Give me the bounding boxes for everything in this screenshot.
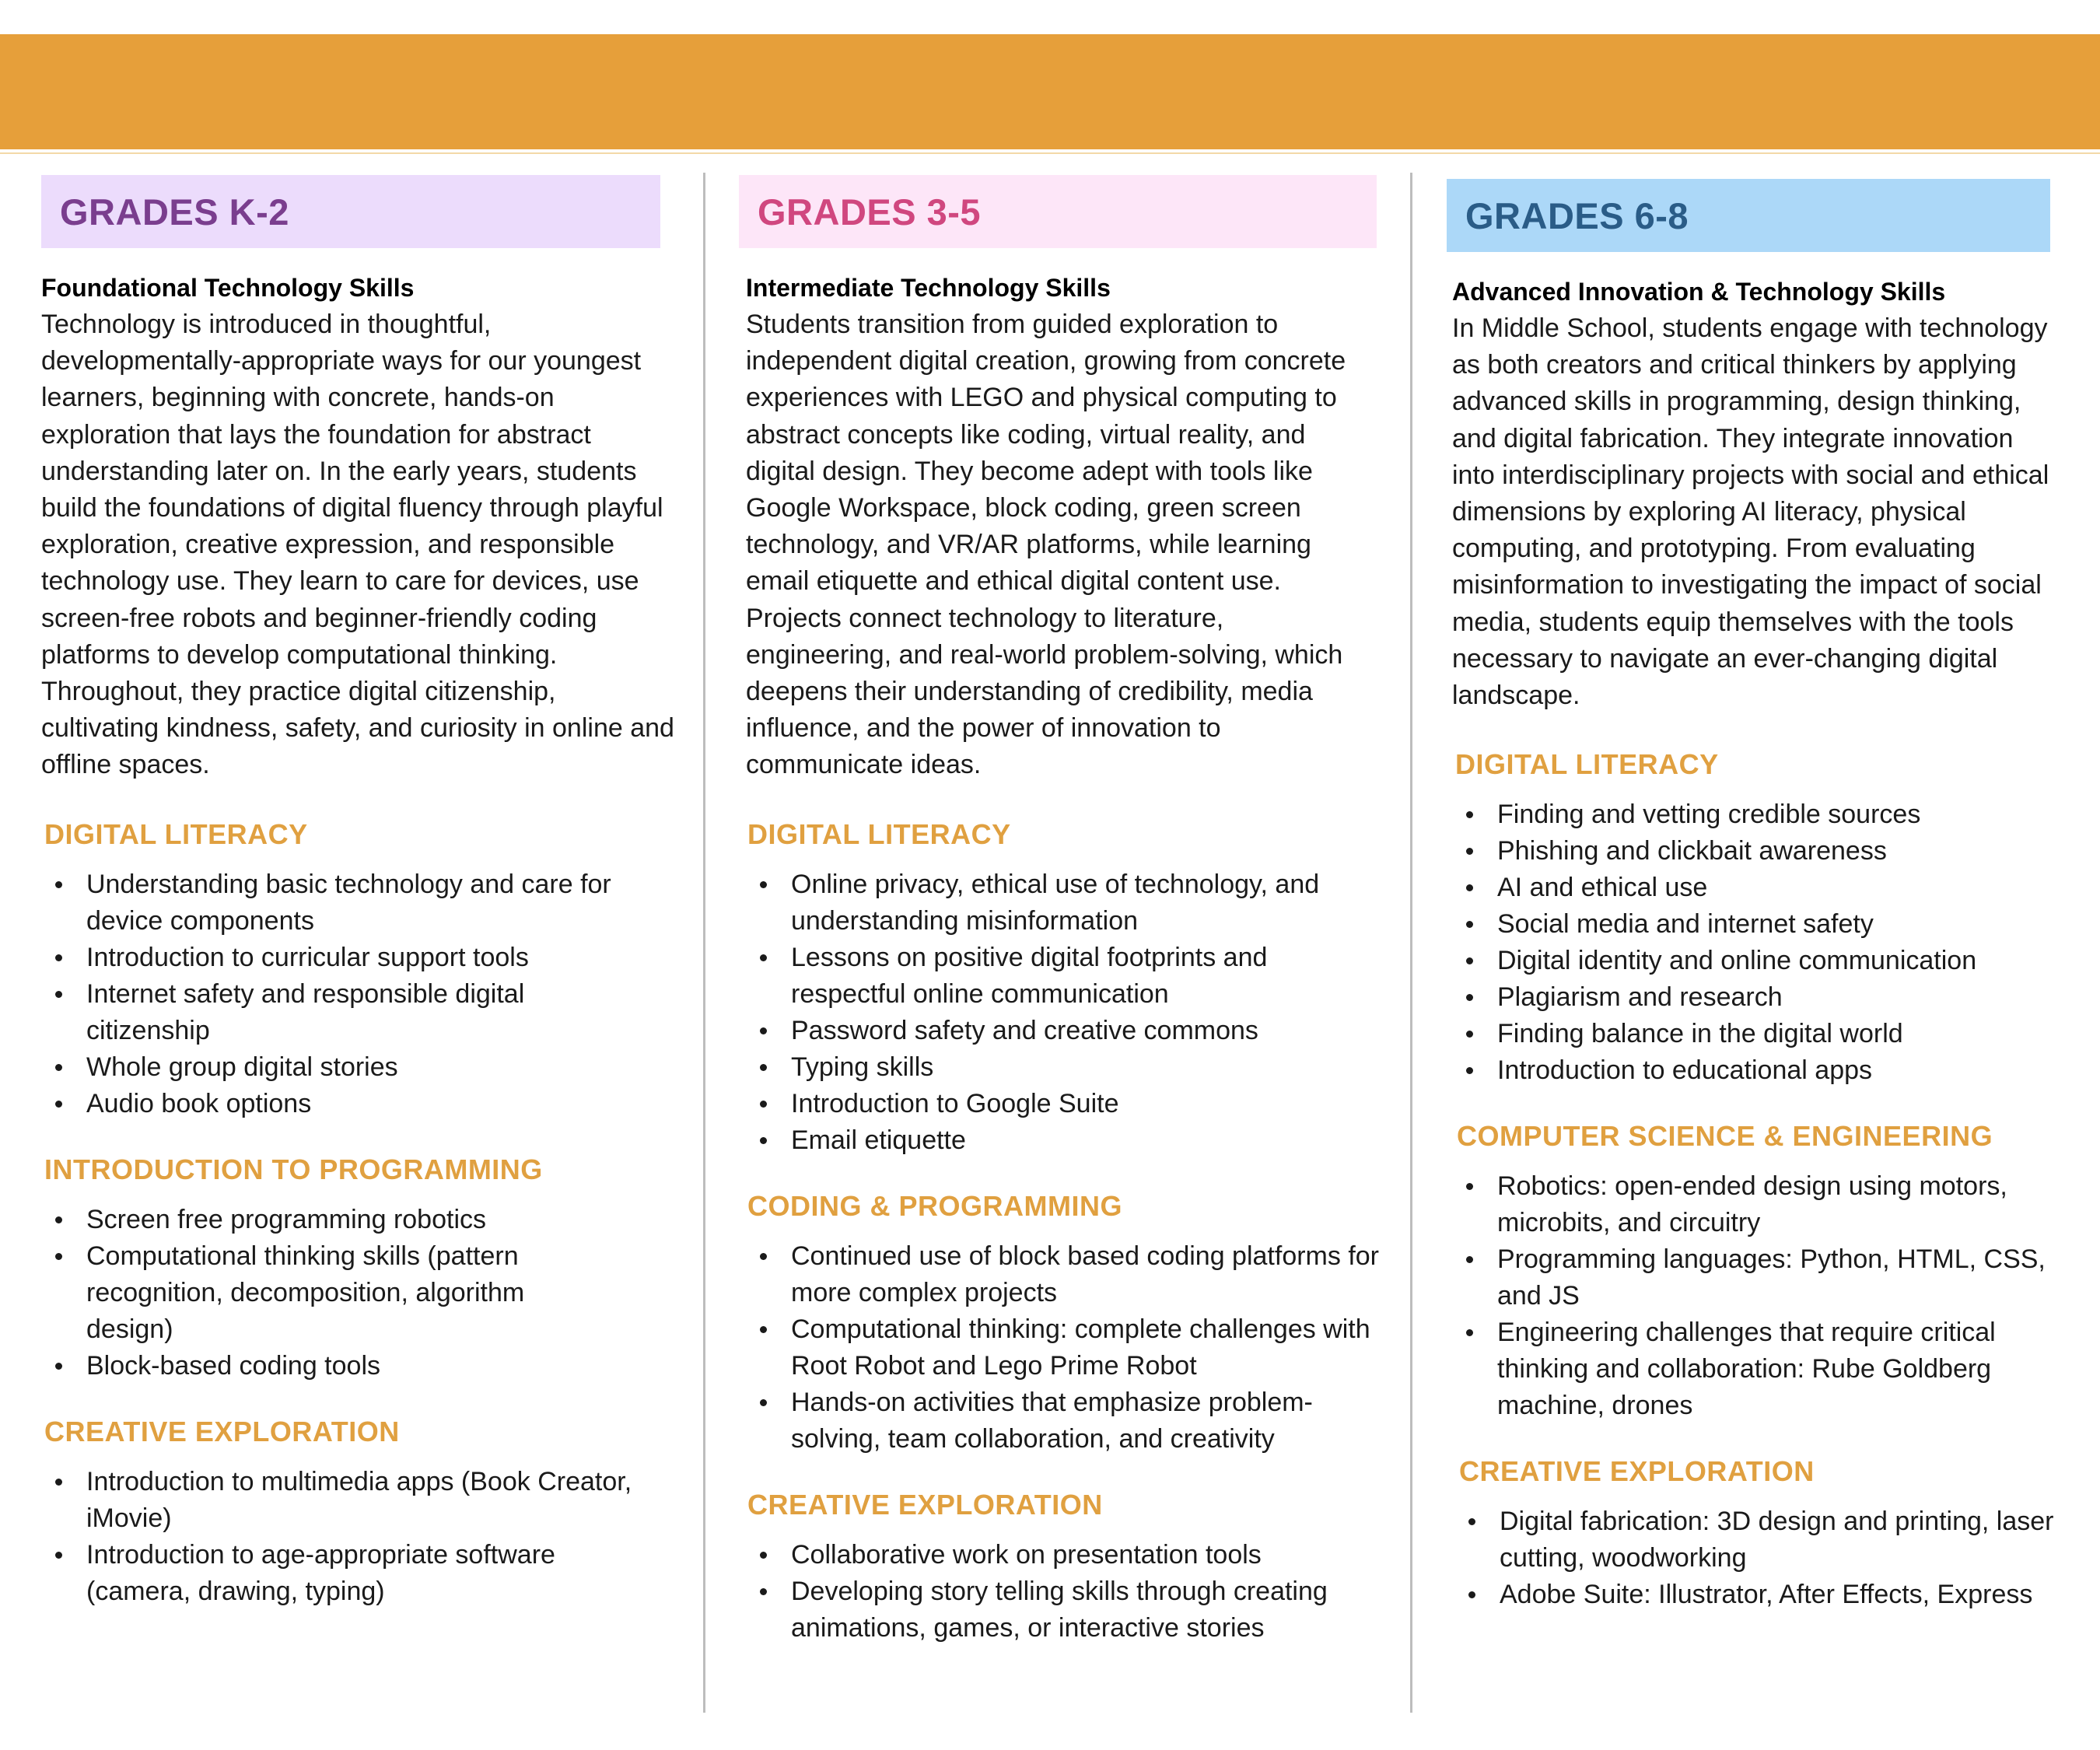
bullet-list [739, 1537, 1337, 1647]
column-intro: Students transition from guided exploration to independent digital creation, growing from concrete experiences with LEGO and physical computing to abstract concepts like coding, virtual reality, and digital design. They become adept with tools like Google Workspace, block coding, green screen technology, and VR/AR platforms, while learning email etiquette and ethical digital content use. Projects connect technology to literature, engineering, and real-world problem-solving, which deepens their understanding of credibility, media influence, and the power of innovation to communicate ideas. [746, 310, 1346, 780]
bullet-list [739, 866, 1337, 1159]
bullet-dot [760, 1101, 767, 1108]
list-item-text: Social media and internet safety [1497, 909, 1874, 940]
list-item-text: Programming languages: Python, HTML, CSS, and JS [1497, 1244, 2046, 1311]
bullet-dot [55, 1216, 62, 1223]
list-item-text: Email etiquette [791, 1125, 966, 1155]
bullet-dot [1466, 921, 1473, 928]
bullet-dot [55, 1479, 62, 1486]
list-item [41, 866, 632, 940]
list-item-text: AI and ethical use [1497, 873, 1708, 903]
section-heading-creative-exploration: CREATIVE EXPLORATION [1459, 1455, 1815, 1488]
list-item-text: Robotics: open-ended design using motors, microbits, and circuitry [1497, 1171, 2007, 1238]
list-item-text: Digital fabrication: 3D design and printing, laser cutting, woodworking [1500, 1507, 2054, 1573]
list-item [1452, 1241, 2067, 1314]
section-heading-digital-literacy: DIGITAL LITERACY [44, 817, 308, 850]
bullet-list [1447, 796, 2082, 1089]
list-item-text: Understanding basic technology and care for device components [86, 869, 611, 936]
list-item-text: Engineering challenges that require critical thinking and collaboration: Rube Goldberg machine, drones [1497, 1318, 1996, 1421]
bullet-dot [1466, 811, 1473, 818]
list-item [1452, 1168, 2067, 1241]
bullet-dot [760, 1064, 767, 1071]
list-item [1452, 979, 2082, 1016]
list-item-text: Internet safety and responsible digital citizenship [86, 978, 525, 1045]
bullet-list [41, 1464, 632, 1610]
grade-title: GRADES 3-5 [758, 191, 982, 233]
list-item [41, 1202, 609, 1238]
grade-header [1447, 179, 2050, 252]
list-item [746, 1384, 1380, 1458]
list-item [746, 1573, 1337, 1647]
bullet-list [739, 1238, 1380, 1458]
list-item-text: Introduction to multimedia apps (Book Creator, iMovie) [86, 1466, 632, 1533]
list-item-text: Audio book options [86, 1088, 312, 1118]
bullet-dot [55, 1101, 62, 1108]
list-item-text: Phishing and clickbait awareness [1497, 836, 1887, 866]
list-item [1452, 1016, 2082, 1052]
section-heading-creative-exploration: CREATIVE EXPLORATION [44, 1415, 400, 1447]
section-heading-introduction-to-programming: INTRODUCTION TO PROGRAMMING [44, 1153, 543, 1185]
list-item-text: Introduction to age-appropriate software (camera, drawing, typing) [86, 1539, 555, 1606]
list-item [1452, 870, 2082, 906]
grade-header [41, 175, 660, 248]
list-item [746, 1013, 1337, 1049]
list-item-text: Introduction to curricular support tools [86, 942, 529, 972]
column-grades-6-8 [1447, 179, 2069, 1613]
bullet-dot [1468, 1518, 1475, 1525]
bullet-dot [1466, 957, 1473, 964]
list-item [41, 1049, 632, 1086]
list-item [746, 1086, 1337, 1122]
section-heading-creative-exploration: CREATIVE EXPLORATION [747, 1488, 1103, 1521]
list-item-text: Introduction to Google Suite [791, 1088, 1119, 1118]
bullet-dot [55, 1552, 62, 1559]
column-divider-right [1410, 173, 1412, 1713]
bullet-dot [760, 1399, 767, 1406]
column-grades-3-5 [739, 175, 1380, 1647]
bullet-dot [1466, 1183, 1473, 1190]
column-subtitle: Intermediate Technology Skills [746, 274, 1111, 302]
grade-title: GRADES K-2 [60, 191, 289, 233]
bullet-dot [55, 1064, 62, 1071]
list-item [746, 866, 1337, 940]
column-subtitle: Foundational Technology Skills [41, 274, 415, 302]
list-item [41, 1238, 609, 1348]
list-item-text: Finding and vetting credible sources [1497, 800, 1921, 830]
bullet-dot [1466, 1031, 1473, 1038]
list-item [746, 940, 1337, 1013]
list-item-text: Hands-on activities that emphasize problem-solving, team collaboration, and creativity [791, 1387, 1313, 1454]
bullet-dot [55, 991, 62, 998]
list-item-text: Lessons on positive digital footprints and respectful online communication [791, 942, 1268, 1009]
bullet-dot [1466, 1256, 1473, 1263]
list-item-text: Adobe Suite: Illustrator, After Effects, Express [1500, 1580, 2033, 1610]
list-item [1452, 1052, 2082, 1089]
bullet-dot [760, 1588, 767, 1595]
list-item-text: Screen free programming robotics [86, 1204, 487, 1234]
bullet-dot [55, 1253, 62, 1260]
list-item [1452, 906, 2082, 943]
bullet-list [1447, 1503, 2084, 1613]
bullet-dot [1466, 848, 1473, 855]
list-item [41, 1537, 632, 1610]
list-item [746, 1238, 1380, 1311]
list-item-text: Introduction to educational apps [1497, 1055, 1873, 1086]
section-heading-digital-literacy: DIGITAL LITERACY [1455, 748, 1719, 781]
list-item [1452, 1314, 2067, 1424]
list-item [41, 1086, 632, 1122]
bullet-dot [760, 954, 767, 961]
bullet-dot [760, 1137, 767, 1144]
list-item-text: Password safety and creative commons [791, 1015, 1258, 1045]
bullet-dot [760, 1253, 767, 1260]
section-heading-digital-literacy: DIGITAL LITERACY [747, 817, 1011, 850]
list-item [746, 1537, 1337, 1573]
grade-title: GRADES 6-8 [1465, 194, 1689, 236]
grade-header [739, 175, 1377, 248]
column-divider-left [703, 173, 705, 1713]
bullet-dot [760, 881, 767, 888]
list-item [1452, 796, 2082, 833]
bullet-list [41, 866, 632, 1122]
bullet-dot [1466, 1067, 1473, 1074]
bullet-dot [760, 1552, 767, 1559]
bullet-dot [1466, 1329, 1473, 1336]
list-item-text: Computational thinking: complete challenges with Root Robot and Lego Prime Robot [791, 1314, 1370, 1381]
list-item-text: Computational thinking skills (pattern recognition, decomposition, algorithm design) [86, 1241, 525, 1344]
bullet-list [41, 1202, 609, 1384]
list-item-text: Continued use of block based coding platforms for more complex projects [791, 1241, 1380, 1307]
list-item-text: Typing skills [791, 1052, 934, 1082]
bullet-dot [1466, 994, 1473, 1001]
bullet-dot [55, 1363, 62, 1370]
list-item-text: Developing story telling skills through creating animations, games, or interactive stories [791, 1576, 1328, 1643]
list-item-text: Collaborative work on presentation tools [791, 1539, 1262, 1570]
section-heading-computer-science-engineering: COMPUTER SCIENCE & ENGINEERING [1457, 1120, 1993, 1153]
list-item [41, 940, 632, 976]
list-item [41, 1348, 609, 1384]
list-item [1452, 833, 2082, 870]
list-item-text: Block-based coding tools [86, 1350, 381, 1381]
list-item-text: Online privacy, ethical use of technology, and understanding misinformation [791, 869, 1320, 936]
list-item-text: Finding balance in the digital world [1497, 1019, 1903, 1049]
banner-divider [0, 152, 2100, 154]
section-heading-coding-programming: CODING & PROGRAMMING [747, 1189, 1122, 1222]
column-grades-k2 [41, 175, 675, 1610]
list-item-text: Plagiarism and research [1497, 982, 1783, 1013]
list-item [41, 1464, 632, 1537]
list-item-text: Digital identity and online communication [1497, 946, 1977, 976]
list-item [1454, 1577, 2084, 1613]
column-intro: In Middle School, students engage with technology as both creators and critical thinkers by applying advanced skills in programming, design thinking, and digital fabrication. They integrate innovation into interdisciplinary projects with social and ethical dimensions by exploring AI literacy, physical computing, and prototyping. From evaluating misinformation to investigating the impact of social media, students equip themselves with the tools necessary to navigate an ever-changing digital landscape. [1452, 313, 2049, 711]
bullet-dot [55, 954, 62, 961]
list-item [41, 976, 632, 1049]
list-item [1454, 1503, 2084, 1577]
list-item-text: Whole group digital stories [86, 1052, 398, 1082]
bullet-dot [55, 881, 62, 888]
column-subtitle: Advanced Innovation & Technology Skills [1452, 278, 1946, 306]
list-item [746, 1311, 1380, 1384]
column-intro: Technology is introduced in thoughtful, developmentally-appropriate ways for our youngest learners, beginning with concrete, hands-on exploration that lays the foundation for abstract understanding later on. In the early years, students build the foundations of digital fluency through playful exploration, creative expression, and responsible technology use. They learn to care for devices, use screen-free robots and beginner-friendly coding platforms to develop computational thinking. Throughout, they practice digital citizenship, cultivating kindness, safety, and curiosity in online and offline spaces. [41, 310, 674, 780]
list-item [746, 1122, 1337, 1159]
bullet-list [1447, 1168, 2067, 1424]
top-banner [0, 34, 2100, 149]
bullet-dot [1466, 884, 1473, 891]
list-item [1452, 943, 2082, 979]
bullet-dot [760, 1027, 767, 1034]
bullet-dot [1468, 1591, 1475, 1598]
list-item [746, 1049, 1337, 1086]
bullet-dot [760, 1326, 767, 1333]
